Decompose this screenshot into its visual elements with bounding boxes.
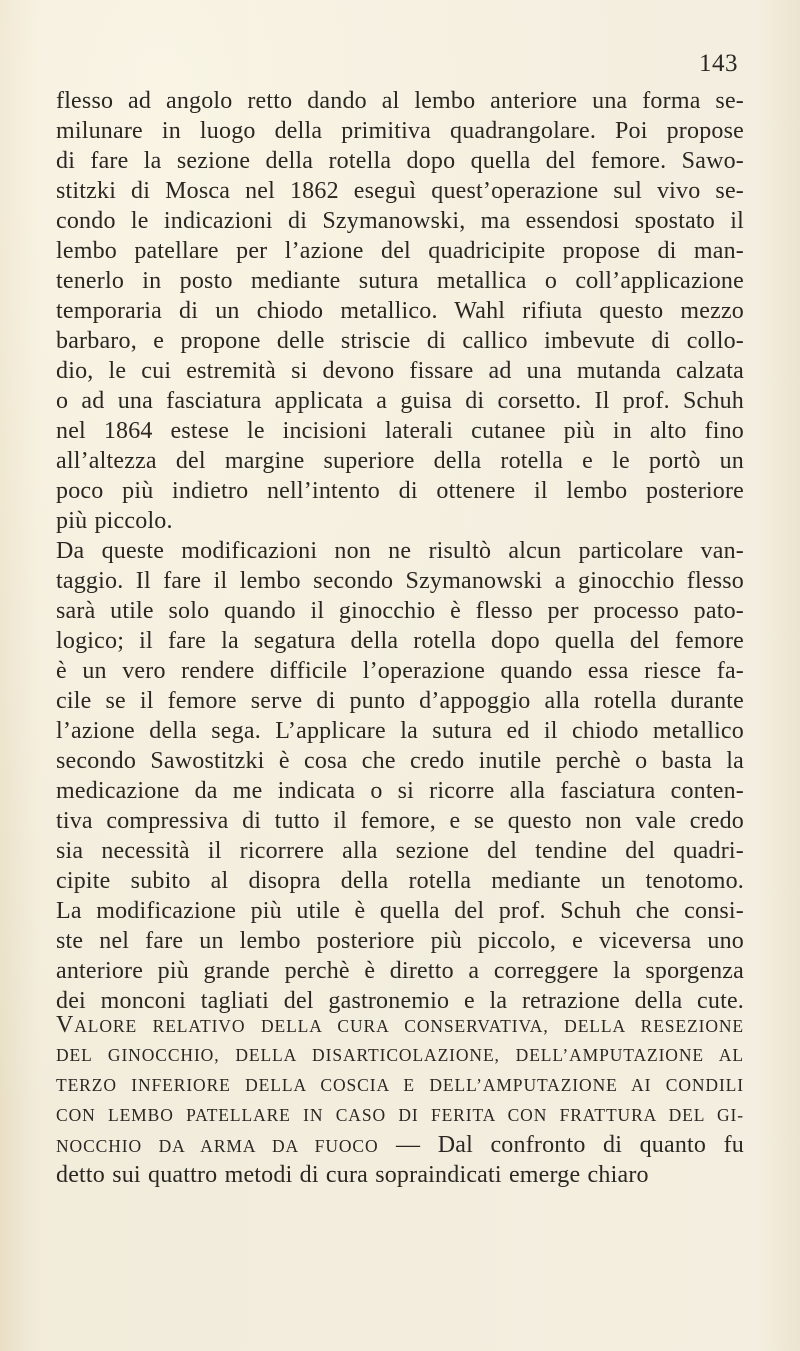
text-line: poco più indietro nell’intento di ottenere il lembo posteriore (56, 478, 744, 504)
text-line: dio, le cui estremità si devono fissare ad una mutanda calzata (56, 358, 744, 384)
section-heading-tail: NOCCHIO DA ARMA DA FUOCO (56, 1136, 379, 1156)
text-line: tenerlo in posto mediante sutura metallica o coll’applicazione (56, 268, 744, 294)
section-heading-line: VALORE RELATIVO DELLA CURA CONSERVATIVA, DELLA RESEZIONE (56, 1012, 744, 1038)
text-line: dei monconi tagliati del gastronemio e la retrazione della cute. (56, 988, 744, 1014)
section-text-line: detto sui quattro metodi di cura sopraindicati emerge chiaro (56, 1162, 649, 1188)
text-line: secondo Sawostitzki è cosa che credo inutile perchè o basta la (56, 748, 744, 774)
text-line: milunare in luogo della primitiva quadrangolare. Poi propose (56, 118, 744, 144)
page-number: 143 (699, 50, 738, 77)
section-dash: — (378, 1132, 438, 1158)
text-line: ste nel fare un lembo posteriore più piccolo, e viceversa uno (56, 928, 744, 954)
text-line: l’azione della sega. L’applicare la sutura ed il chiodo metallico (56, 718, 744, 744)
text-line: più piccolo. (56, 508, 173, 534)
text-line: flesso ad angolo retto dando al lembo anteriore una forma se- (56, 88, 744, 114)
text-line: cipite subito al disopra della rotella mediante un tenotomo. (56, 868, 744, 894)
text-line: barbaro, e propone delle striscie di callico imbevute di collo- (56, 328, 744, 354)
text-line: taggio. Il fare il lembo secondo Szymanowski a ginocchio flesso (56, 568, 744, 594)
section-text-first: Dal confronto di quanto fu (437, 1132, 745, 1158)
text-line: lembo patellare per l’azione del quadricipite propose di man- (56, 238, 744, 264)
text-line: di fare la sezione della rotella dopo quella del femore. Sawo- (56, 148, 744, 174)
text-line: sia necessità il ricorrere alla sezione del tendine del quadri- (56, 838, 744, 864)
text-line: La modificazione più utile è quella del prof. Schuh che consi- (56, 898, 744, 924)
text-line: condo le indicazioni di Szymanowski, ma essendosi spostato il (56, 208, 744, 234)
text-line: sarà utile solo quando il ginocchio è flesso per processo pato- (56, 598, 744, 624)
text-line: Da queste modificazioni non ne risultò alcun particolare van- (56, 538, 744, 564)
text-line: anteriore più grande perchè è diretto a correggere la sporgenza (56, 958, 744, 984)
text-line: temporaria di un chiodo metallico. Wahl rifiuta questo mezzo (56, 298, 744, 324)
text-line: medicazione da me indicata o si ricorre alla fasciatura conten- (56, 778, 744, 804)
text-line: all’altezza del margine superiore della rotella e le portò un (56, 448, 744, 474)
text-line: cile se il femore serve di punto d’appoggio alla rotella durante (56, 688, 744, 714)
main-text (56, 86, 744, 1016)
section-heading-line: TERZO INFERIORE DELLA COSCIA E DELL’AMPUTAZIONE AI CONDILI (56, 1075, 744, 1095)
section-heading-line: CON LEMBO PATELLARE IN CASO DI FERITA CON FRATTURA DEL GI- (56, 1105, 744, 1125)
text-line: è un vero rendere difficile l’operazione quando essa riesce fa- (56, 658, 744, 684)
text-line: logico; il fare la segatura della rotella dopo quella del femore (56, 628, 744, 654)
text-line: tiva compressiva di tutto il femore, e se questo non vale credo (56, 808, 744, 834)
section-mixed-line (56, 1130, 744, 1160)
text-line: o ad una fasciatura applicata a guisa di corsetto. Il prof. Schuh (56, 388, 744, 414)
section-heading-line: DEL GINOCCHIO, DELLA DISARTICOLAZIONE, DELL’AMPUTAZIONE AL (56, 1045, 744, 1065)
section (56, 1010, 744, 1190)
text-line: nel 1864 estese le incisioni laterali cutanee più in alto fino (56, 418, 744, 444)
text-line: stitzki di Mosca nel 1862 eseguì quest’operazione sul vivo se- (56, 178, 744, 204)
